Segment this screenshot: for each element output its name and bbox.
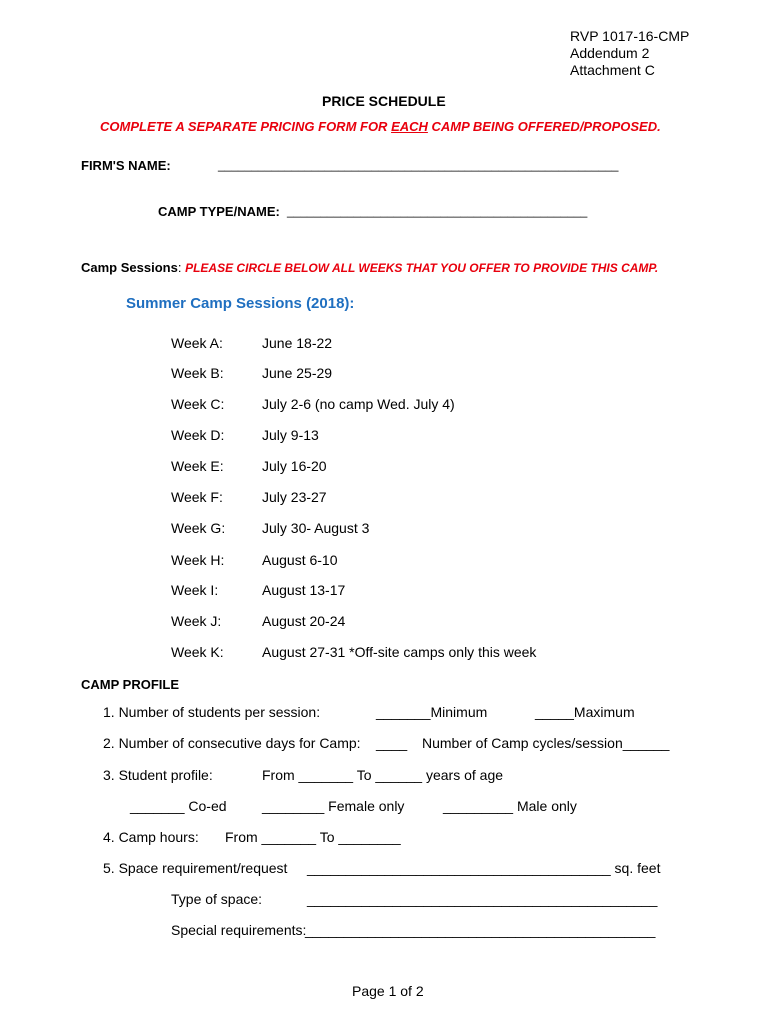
camp-hours-label: 4. Camp hours: — [103, 829, 199, 845]
camp-type-field[interactable]: _____________________________________________ — [287, 204, 588, 218]
week-a-date[interactable]: June 18-22 — [262, 335, 333, 351]
week-i-date[interactable]: August 13-17 — [262, 582, 346, 598]
week-h-date[interactable]: August 6-10 — [262, 552, 338, 568]
week-f-date[interactable]: July 23-27 — [262, 489, 327, 505]
special-requirements-label: Special requirements: — [171, 922, 307, 938]
week-i-label: Week I: — [171, 582, 219, 598]
type-of-space-field[interactable]: _____________________________________________ — [307, 891, 658, 907]
week-h-label: Week H: — [171, 552, 225, 568]
week-c-label: Week C: — [171, 396, 225, 412]
week-k-date[interactable]: August 27-31 *Off-site camps only this week — [262, 644, 537, 660]
page-number: Page 1 of 2 — [352, 983, 424, 999]
space-requirement-field[interactable]: _______________________________________ sq. feet — [307, 860, 661, 876]
camp-sessions-label: Camp Sessions — [81, 260, 178, 275]
coed-field[interactable]: _______ Co-ed — [130, 798, 227, 814]
addendum-label: Addendum 2 — [570, 45, 650, 61]
camp-sessions-line — [81, 259, 658, 277]
camp-sessions-colon: : — [177, 260, 182, 275]
summer-sessions-heading: Summer Camp Sessions (2018): — [126, 295, 355, 312]
special-requirements-field[interactable]: _____________________________________________ — [305, 922, 656, 938]
camp-type-label: CAMP TYPE/NAME: — [158, 204, 280, 219]
male-only-field[interactable]: _________ Male only — [443, 798, 577, 814]
week-e-date[interactable]: July 16-20 — [262, 458, 327, 474]
week-b-date[interactable]: June 25-29 — [262, 365, 333, 381]
age-range-field[interactable]: From _______ To ______ years of age — [262, 767, 504, 783]
instruction-emphasis: EACH — [391, 119, 428, 134]
type-of-space-label: Type of space: — [171, 891, 263, 907]
firm-name-field[interactable]: ____________________________________________________________ — [218, 158, 619, 172]
week-a-label: Week A: — [171, 335, 223, 351]
consecutive-days-label: 2. Number of consecutive days for Camp: — [103, 735, 361, 751]
page-title: PRICE SCHEDULE — [322, 93, 446, 109]
instruction-before: COMPLETE A SEPARATE PRICING FORM FOR — [100, 119, 392, 134]
minimum-students-field[interactable]: _______Minimum — [376, 704, 488, 720]
students-per-session-label: 1. Number of students per session: — [103, 704, 321, 720]
week-k-label: Week K: — [171, 644, 224, 660]
instruction-after: CAMP BEING OFFERED/PROPOSED. — [427, 119, 661, 134]
week-c-date[interactable]: July 2-6 (no camp Wed. July 4) — [262, 396, 455, 412]
firm-name-label: FIRM'S NAME: — [81, 158, 171, 173]
female-only-field[interactable]: ________ Female only — [262, 798, 405, 814]
week-f-label: Week F: — [171, 489, 223, 505]
consecutive-days-field[interactable]: ____ — [376, 735, 408, 751]
week-d-label: Week D: — [171, 427, 225, 443]
week-b-label: Week B: — [171, 365, 224, 381]
week-e-label: Week E: — [171, 458, 224, 474]
camp-cycles-field[interactable]: Number of Camp cycles/session______ — [422, 735, 670, 751]
attachment-label: Attachment C — [570, 62, 655, 78]
camp-profile-heading: CAMP PROFILE — [81, 677, 179, 692]
week-d-date[interactable]: July 9-13 — [262, 427, 319, 443]
week-j-date[interactable]: August 20-24 — [262, 613, 346, 629]
student-profile-label: 3. Student profile: — [103, 767, 213, 783]
week-g-date[interactable]: July 30- August 3 — [262, 520, 370, 536]
space-requirement-label: 5. Space requirement/request — [103, 860, 288, 876]
instruction-line — [100, 118, 661, 135]
week-g-label: Week G: — [171, 520, 226, 536]
camp-hours-field[interactable]: From _______ To ________ — [225, 829, 401, 845]
maximum-students-field[interactable]: _____Maximum — [535, 704, 635, 720]
document-code: RVP 1017-16-CMP — [570, 28, 690, 44]
week-j-label: Week J: — [171, 613, 222, 629]
camp-sessions-note: PLEASE CIRCLE BELOW ALL WEEKS THAT YOU OFFER TO PROVIDE THIS CAMP. — [185, 261, 659, 275]
